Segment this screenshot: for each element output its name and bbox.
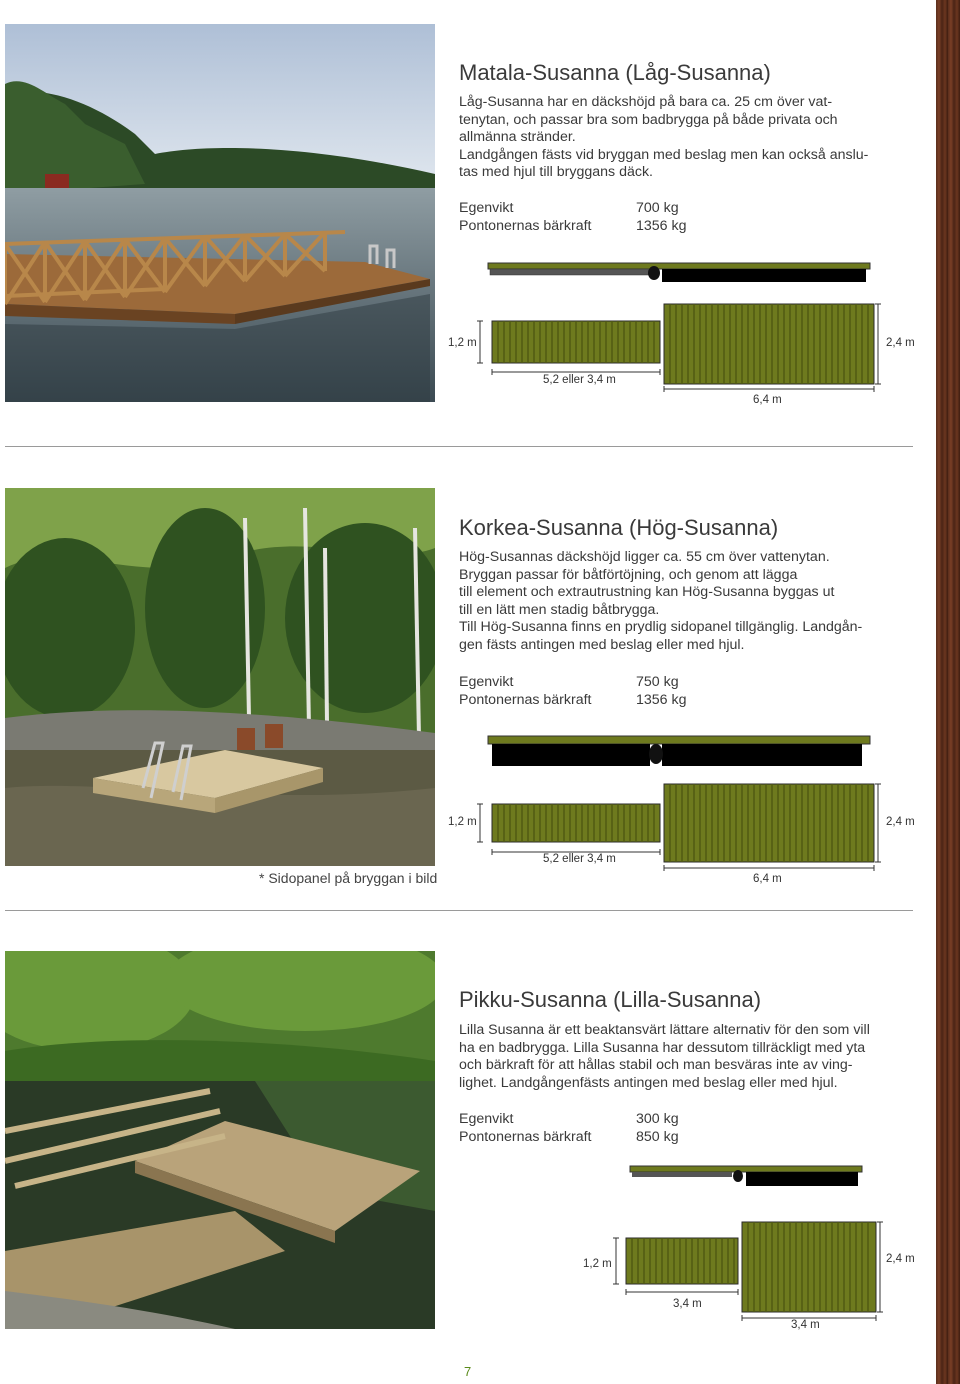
side-view-deck: [488, 736, 870, 744]
side-view-pontoon: [662, 269, 866, 282]
dim-right-height: 2,4 m: [886, 337, 915, 349]
description-line: Bryggan passar för båtförtöjning, och genom att lägga: [459, 566, 798, 583]
spec-value: 300 kg: [636, 1111, 679, 1127]
wood-edge-decoration: [936, 0, 960, 1384]
dim-right-height: 2,4 m: [886, 1253, 915, 1265]
spec-row: [459, 1128, 679, 1146]
photo-forest-dock: [5, 488, 435, 866]
spec-label: Pontonernas bärkraft: [459, 692, 592, 708]
spec-label: Pontonernas bärkraft: [459, 218, 592, 234]
spec-value: 1356 kg: [636, 692, 687, 708]
side-view-wheel: [648, 266, 660, 280]
dim-small-length: 5,2 eller 3,4 m: [543, 374, 616, 386]
dim-left-height: 1,2 m: [448, 816, 477, 828]
section-pikku-susanna: [0, 930, 936, 1350]
side-view-deck: [630, 1166, 862, 1172]
page-number: 7: [464, 1364, 472, 1379]
description-line: gen fästs antingen med beslag eller med hjul.: [459, 636, 745, 653]
description-line: Lilla Susanna är ett beaktansvärt lättare alternativ för den som vill: [459, 1022, 870, 1038]
spec-row: [459, 673, 687, 691]
spec-row: [459, 691, 687, 709]
top-view-large-element: [664, 304, 874, 384]
description-line: till en lätt men stadig båtbrygga.: [459, 601, 660, 618]
description-line: ha en badbrygga. Lilla Susanna har dessutom tillräckligt med yta: [459, 1039, 866, 1056]
section-description: [459, 1022, 899, 1092]
photo-caption: * Sidopanel på bryggan i bild: [259, 870, 438, 886]
spec-row: [459, 217, 687, 235]
side-view-pontoon: [632, 1172, 732, 1177]
side-view-deck: [488, 263, 870, 269]
section-description: [459, 549, 899, 655]
section-title: Korkea-Susanna (Hög-Susanna): [459, 515, 779, 540]
section-title: Matala-Susanna (Låg-Susanna): [459, 60, 771, 85]
description-line: Landgången fästs vid bryggan med beslag men kan också anslu-: [459, 146, 869, 163]
dim-right-height: 2,4 m: [886, 816, 915, 828]
side-view-wheel: [733, 1170, 743, 1182]
spec-label: Egenvikt: [459, 200, 514, 216]
dock-dimension-diagram: [440, 255, 930, 415]
spec-row: [459, 199, 687, 217]
top-view-large-element: [664, 784, 874, 862]
photo-lake-pier: [5, 24, 435, 402]
section-divider: [5, 446, 913, 447]
spec-label: Pontonernas bärkraft: [459, 1129, 592, 1145]
top-view-small-element: [626, 1238, 738, 1284]
dim-large-length: 6,4 m: [753, 873, 782, 885]
dim-left-height: 1,2 m: [448, 337, 477, 349]
specs-table: [459, 1110, 679, 1146]
dim-large-length: 6,4 m: [753, 394, 782, 406]
side-view-pontoon: [662, 744, 862, 766]
dock-dimension-diagram: [440, 1160, 930, 1330]
specs-table: [459, 673, 687, 709]
dim-large-length: 3,4 m: [791, 1319, 820, 1331]
section-korkea-susanna: [0, 470, 936, 910]
description-line: allmänna stränder.: [459, 129, 576, 146]
photo-river-dock: [5, 951, 435, 1329]
specs-table: [459, 199, 687, 235]
section-divider: [5, 910, 913, 911]
description-line: lighet. Landgångenfästs antingen med beslag eller med hjul.: [459, 1074, 838, 1091]
spec-label: Egenvikt: [459, 1111, 514, 1127]
description-line: Låg-Susanna har en däckshöjd på bara ca. 25 cm över vat-: [459, 94, 833, 110]
description-line: Hög-Susannas däckshöjd ligger ca. 55 cm över vattenytan.: [459, 549, 830, 565]
spec-label: Egenvikt: [459, 674, 514, 690]
spec-value: 850 kg: [636, 1129, 679, 1145]
dim-left-height: 1,2 m: [583, 1258, 612, 1270]
spec-row: [459, 1110, 679, 1128]
dim-small-length: 3,4 m: [673, 1298, 702, 1310]
description-line: och bärkraft för att hållas stabil och man besväras inte av ving-: [459, 1057, 853, 1074]
description-line: Till Hög-Susanna finns en prydlig sidopanel tillgänglig. Landgån-: [459, 619, 863, 636]
description-line: tenytan, och passar bra som badbrygga på både privata och: [459, 111, 838, 128]
section-matala-susanna: [0, 0, 936, 440]
side-view-wheel: [649, 744, 663, 764]
description-line: till element och extrautrustning kan Hög-Susanna byggas ut: [459, 584, 835, 601]
side-view-pontoon: [490, 269, 650, 275]
section-description: [459, 94, 899, 182]
spec-value: 700 kg: [636, 200, 679, 216]
dock-dimension-diagram: [440, 730, 930, 890]
spec-value: 750 kg: [636, 674, 679, 690]
section-title: Pikku-Susanna (Lilla-Susanna): [459, 987, 762, 1012]
side-view-pontoon: [492, 744, 650, 766]
spec-value: 1356 kg: [636, 218, 687, 234]
side-view-pontoon: [746, 1172, 858, 1186]
description-line: tas med hjul till bryggans däck.: [459, 164, 653, 181]
dim-small-length: 5,2 eller 3,4 m: [543, 853, 616, 865]
